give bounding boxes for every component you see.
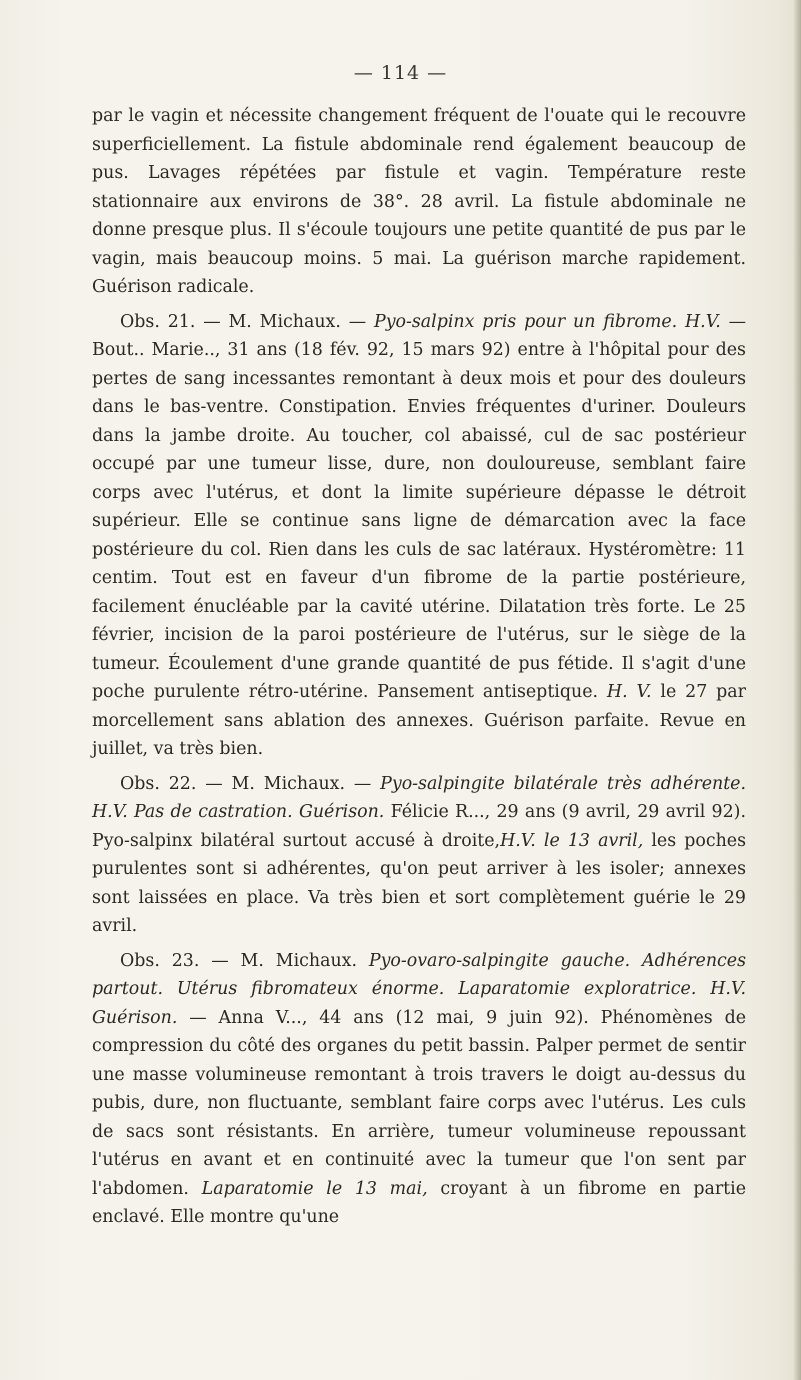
obs21-lead: Obs. 21. — M. Michaux. — — [120, 311, 374, 332]
obs21-hv: H. V. — [606, 682, 652, 702]
obs21-end: le 27 par morcellement sans ablation des annexes. Guérison parfaite. Revue en juillet, va très bien. — [92, 682, 746, 759]
obs23-lead: Obs. 23. — M. Michaux. — [120, 950, 369, 971]
page-edge-shadow — [793, 0, 801, 1380]
obs22-hv: H.V. le 13 avril, — [500, 830, 644, 851]
observation-23 — [92, 947, 746, 1232]
obs21-body: — Bout.. Marie.., 31 ans (18 fév. 92, 15 mars 92) entre à l'hôpital pour des pertes de sang incessantes remontant à deux mois et pour des douleurs dans le bas-ventre. Constipation. Envies fréquentes d'uriner. Douleurs dans la jambe droite. Au toucher, col abaissé, cul de sac postérieur occupé par une tumeur lisse, dure, non douloureuse, semblant faire corps avec l'utérus, et dont la limite supérieure dépasse le détroit supérieur. Elle se continue sans ligne de démarcation avec la face postérieure du col. Rien dans les culs de sac latéraux. Hystéromètre: 11 centim. Tout est en faveur d'un fibrome de la partie postérieure, facilement énucléable par la cavité utérine. Dilatation très forte. Le 25 février, incision de la paroi postérieure de l'utérus, sur le siège de la tumeur. Écoulement d'une grande quantité de pus fétide. Il s'agit d'une poche purulente rétro-utérine. Pansement antiseptique. — [92, 311, 747, 702]
obs23-body2: croyant à un fibrome en partie enclavé. Elle montre qu'une — [92, 1178, 747, 1227]
observation-22 — [92, 770, 746, 941]
page-number: — 114 — — [353, 62, 448, 84]
obs23-body1: — Anna V..., 44 ans (12 mai, 9 juin 92). Phénomènes de compression du côté des organes du petit bassin. Palper permet de sentir une masse volumineuse remontant à trois travers le doigt au-dessus du pubis, dure, non fluctuante, semblant faire corps avec l'utérus. Les culs de sacs sont résistants. En arrière, tumeur volumineuse repoussant l'utérus en avant et en continuité avec la tumeur que l'on sent par l'abdomen. — [92, 1007, 746, 1199]
paragraph-continuation-text: par le vagin et nécessite changement fréquent de l'ouate qui le recouvre superficiellement. La fistule abdominale rend également beaucoup de pus. Lavages répétées par fistule et vagin. Température reste stationnaire aux environs de 38°. 28 avril. La fistule abdominale ne donne presque plus. Il s'écoule toujours une petite quantité de pus par le vagin, mais beaucoup moins. 5 mai. La guérison marche rapidement. Guérison radicale. — [92, 106, 746, 297]
obs22-body1: Félicie R..., 29 ans (9 avril, 29 avril 92). Pyo-salpinx bilatéral surtout accusé à droite, — [92, 802, 746, 851]
paragraph-continuation — [92, 102, 746, 302]
obs22-body2: les poches purulentes sont si adhérentes, qu'on peut arriver à les isoler; annexes sont laissées en place. Va très bien et sort complètement guérie le 29 avril. — [92, 830, 746, 936]
obs22-lead: Obs. 22. — M. Michaux. — — [120, 773, 381, 794]
obs21-title: Pyo-salpinx pris pour un fibrome. H.V. — [374, 311, 721, 332]
body-text — [92, 102, 746, 1232]
obs23-title: Pyo-ovaro-salpingite gauche. Adhérences partout. Utérus fibromateux énorme. Laparatomie exploratrice. H.V. Guérison. — [92, 950, 746, 1028]
observation-21 — [92, 308, 746, 764]
obs23-laparatomie: Laparatomie le 13 mai, — [201, 1178, 428, 1199]
obs22-title: Pyo-salpingite bilatérale très adhérente. H.V. Pas de castration. Guérison. — [92, 773, 746, 822]
